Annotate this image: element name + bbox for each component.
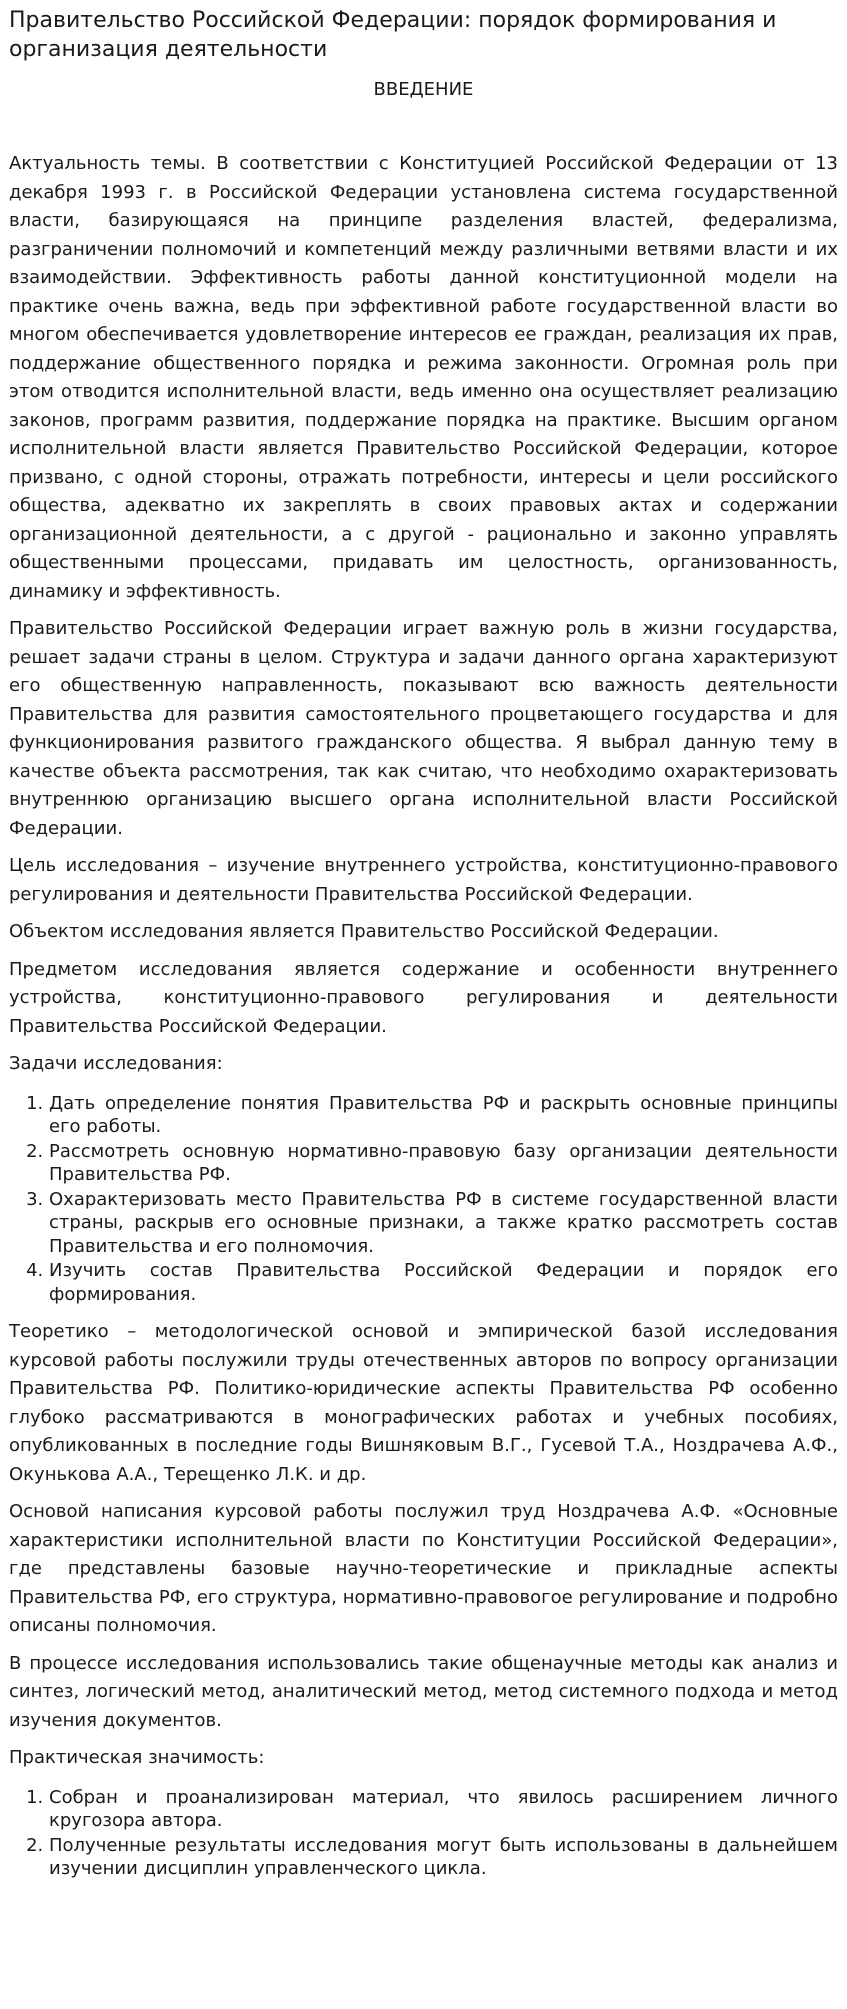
tasks-list: [9, 1092, 838, 1307]
list-item: 1. Дать определение понятия Правительства РФ и раскрыть основные принципы его работы.: [49, 1092, 838, 1139]
list-item: 1. Собран и проанализирован материал, что явилось расширением личного кругозора автора.: [49, 1786, 838, 1833]
practical-list: [9, 1786, 838, 1881]
list-item: 4. Изучить состав Правительства Российской Федерации и порядок его формирования.: [49, 1259, 838, 1306]
practical-label: Практическая значимость:: [9, 1747, 265, 1768]
tasks-label: Задачи исследования:: [9, 1053, 223, 1074]
list-item: 2. Рассмотреть основную нормативно-правовую базу организации деятельности Правительства РФ.: [49, 1140, 838, 1187]
paragraph-basis: Основой написания курсовой работы послужил труд Ноздрачева А.Ф. «Основные характеристики исполнительной власти по Конституции Российской Федерации», где представлены базовые научно-теоретические и прикладные аспекты Правительства РФ, его структура, нормативно-правовогое регулирование и подробно описаны полномочия.: [9, 1501, 838, 1636]
list-item: 3. Охарактеризовать место Правительства РФ в системе государственной власти страны, раскрыв его основные признаки, а также кратко рассмотреть состав Правительства и его полномочия.: [49, 1188, 838, 1259]
paragraph-methodology: Теоретико – методологической основой и эмпирической базой исследования курсовой работы послужили труды отечественных авторов по вопросу организации Правительства РФ. Политико-юридические аспекты Правительства РФ особенно глубоко рассматриваются в монографических работах и учебных пособиях, опубликованных в последние годы Вишняковым В.Г., Гусевой Т.А., Ноздрачева А.Ф., Окунькова А.А., Терещенко Л.К. и др.: [9, 1321, 838, 1485]
document-title: Правительство Российской Федерации: порядок формирования и организация деятельности: [9, 8, 777, 62]
paragraph-goal: Цель исследования – изучение внутреннего устройства, конституционно-правового регулирования и деятельности Правительства Российской Федерации.: [9, 855, 838, 905]
section-heading: ВВЕДЕНИЕ: [373, 79, 474, 100]
paragraph-subject: Предметом исследования является содержание и особенности внутреннего устройства, конституционно-правового регулирования и деятельности Правительства Российской Федерации.: [9, 958, 838, 1037]
paragraph-methods: В процессе исследования использовались такие общенаучные методы как анализ и синтез, логический метод, аналитический метод, метод системного подхода и метод изучения документов.: [9, 1652, 838, 1731]
paragraph-relevance: Актуальность темы. В соответствии с Конституцией Российской Федерации от 13 декабря 1993 г. в Российской Федерации установлена система государственной власти, базирующаяся на принципе разделения властей, федерализма, разграничении полномочий и компетенций между различными ветвями власти и их взаимодействии. Эффективность работы данной конституционной модели на практике очень важна, ведь при эффективной работе государственной власти во многом обеспечивается удовлетворение интересов ее граждан, реализация их прав, поддержание общественного порядка и режима законности. Огромная роль при этом отводится исполнительной власти, ведь именно она осуществляет реализацию законов, программ развития, поддержание порядка на практике. Высшим органом исполнительной власти является Правительство Российской Федерации, которое призвано, с одной стороны, отражать потребности, интересы и цели российского общества, адекватно их закреплять в своих правовых актах и содержании организационной деятельности, а с другой - рационально и законно управлять общественными процессами, придавать им целостность, организованность, динамику и эффективность.: [9, 153, 838, 602]
paragraph-government-role: Правительство Российской Федерации играет важную роль в жизни государства, решает задачи страны в целом. Структура и задачи данного органа характеризуют его общественную направленность, показывают всю важность деятельности Правительства для развития самостоятельного процветающего государства и для функционирования развитого гражданского общества. Я выбрал данную тему в качестве объекта рассмотрения, так как считаю, что необходимо охарактеризовать внутреннюю организацию высшего органа исполнительной власти Российской Федерации.: [9, 618, 838, 839]
list-item: 2. Полученные результаты исследования могут быть использованы в дальнейшем изучении дисциплин управленческого цикла.: [49, 1834, 838, 1881]
paragraph-object: Объектом исследования является Правительство Российской Федерации.: [9, 921, 719, 942]
